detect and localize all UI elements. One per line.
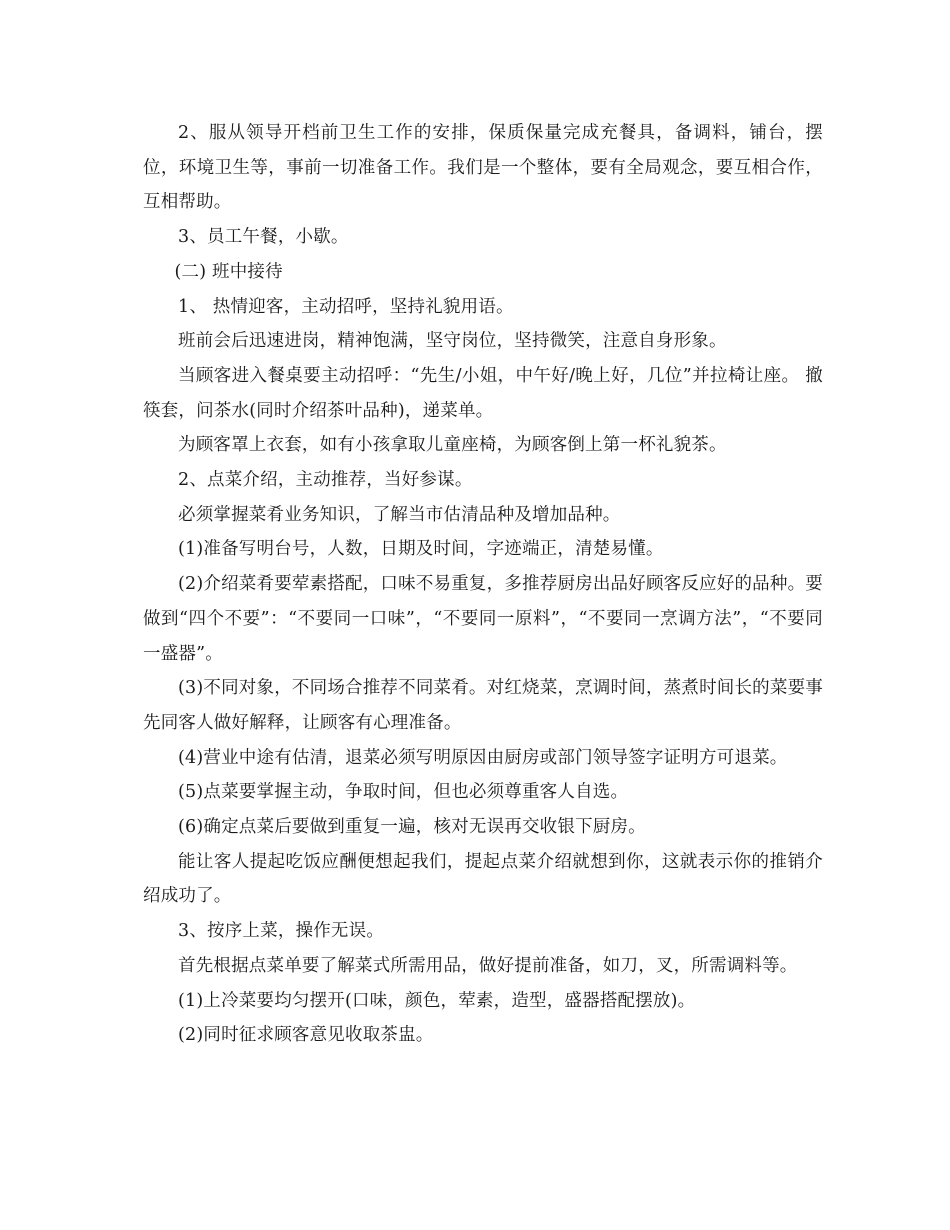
paragraph-greet-guests: 1、 热情迎客，主动招呼，坚持礼貌用语。	[178, 296, 514, 317]
list-item-order-6: (6)确定点菜后要做到重复一遍，核对无误再交收银下厨房。	[178, 817, 646, 838]
list-item-order-4: (4)营业中途有估清，退菜必须写明原因由厨房或部门领导签字证明方可退菜。	[178, 747, 788, 768]
paragraph-serving-heading: 3、按序上菜，操作无误。	[178, 921, 385, 942]
paragraph-seat-guests: 当顾客进入餐桌要主动招呼：“先生/小姐，中午好/晚上好，几位”并拉椅让座。 撤筷套，问茶水(同时介绍茶叶品种)，递菜单。	[143, 365, 823, 421]
list-item-order-2: (2)介绍菜肴要荤素搭配，口味不易重复，多推荐厨房出品好顾客反应好的品种。要做到“四个不要”：“不要同一口味”，“不要同一原料”，“不要同一烹调方法”，“不要同一盛器”。	[143, 574, 823, 664]
list-item-serving-1: (1)上冷菜要均匀摆开(口味，颜色，荤素，造型，盛器搭配摆放)。	[178, 990, 696, 1011]
paragraph-report-to-post: 班前会后迅速进岗，精神饱满，坚守岗位，坚持微笑，注意自身形象。	[178, 331, 727, 352]
paragraph-first-tea: 为顾客罩上衣套，如有小孩拿取儿童座椅，为顾客倒上第一杯礼貌茶。	[178, 435, 727, 456]
paragraph-sales-success: 能让客人提起吃饭应酬便想起我们，提起点菜介绍就想到你，这就表示你的推销介绍成功了。	[143, 851, 823, 907]
list-item-serving-2: (2)同时征求顾客意见收取茶盅。	[178, 1025, 434, 1046]
list-item-order-1: (1)准备写明台号，人数，日期及时间，字迹端正，清楚易懂。	[178, 539, 664, 560]
paragraph-prep-duties: 2、服从领导开档前卫生工作的安排，保质保量完成充餐具，备调料，铺台，摆位，环境卫生等，事前一切准备工作。我们是一个整体，要有全局观念，要互相合作，互相帮助。	[143, 123, 823, 213]
section-heading-in-service: (二) 班中接待	[174, 261, 283, 282]
document-body	[143, 116, 823, 1053]
paragraph-staff-lunch: 3、员工午餐，小歇。	[178, 227, 349, 248]
paragraph-ordering-heading: 2、点菜介绍，主动推荐，当好参谋。	[178, 470, 473, 491]
list-item-order-3: (3)不同对象，不同场合推荐不同菜肴。对红烧菜，烹调时间，蒸煮时间长的菜要事先同客人做好解释，让顾客有心理准备。	[143, 678, 823, 733]
paragraph-menu-knowledge: 必须掌握菜肴业务知识，了解当市估清品种及增加品种。	[178, 504, 621, 525]
paragraph-serving-prep: 首先根据点菜单要了解菜式所需用品，做好提前准备，如刀，叉，所需调料等。	[178, 955, 798, 976]
list-item-order-5: (5)点菜要掌握主动，争取时间，但也必须尊重客人自选。	[178, 782, 629, 803]
